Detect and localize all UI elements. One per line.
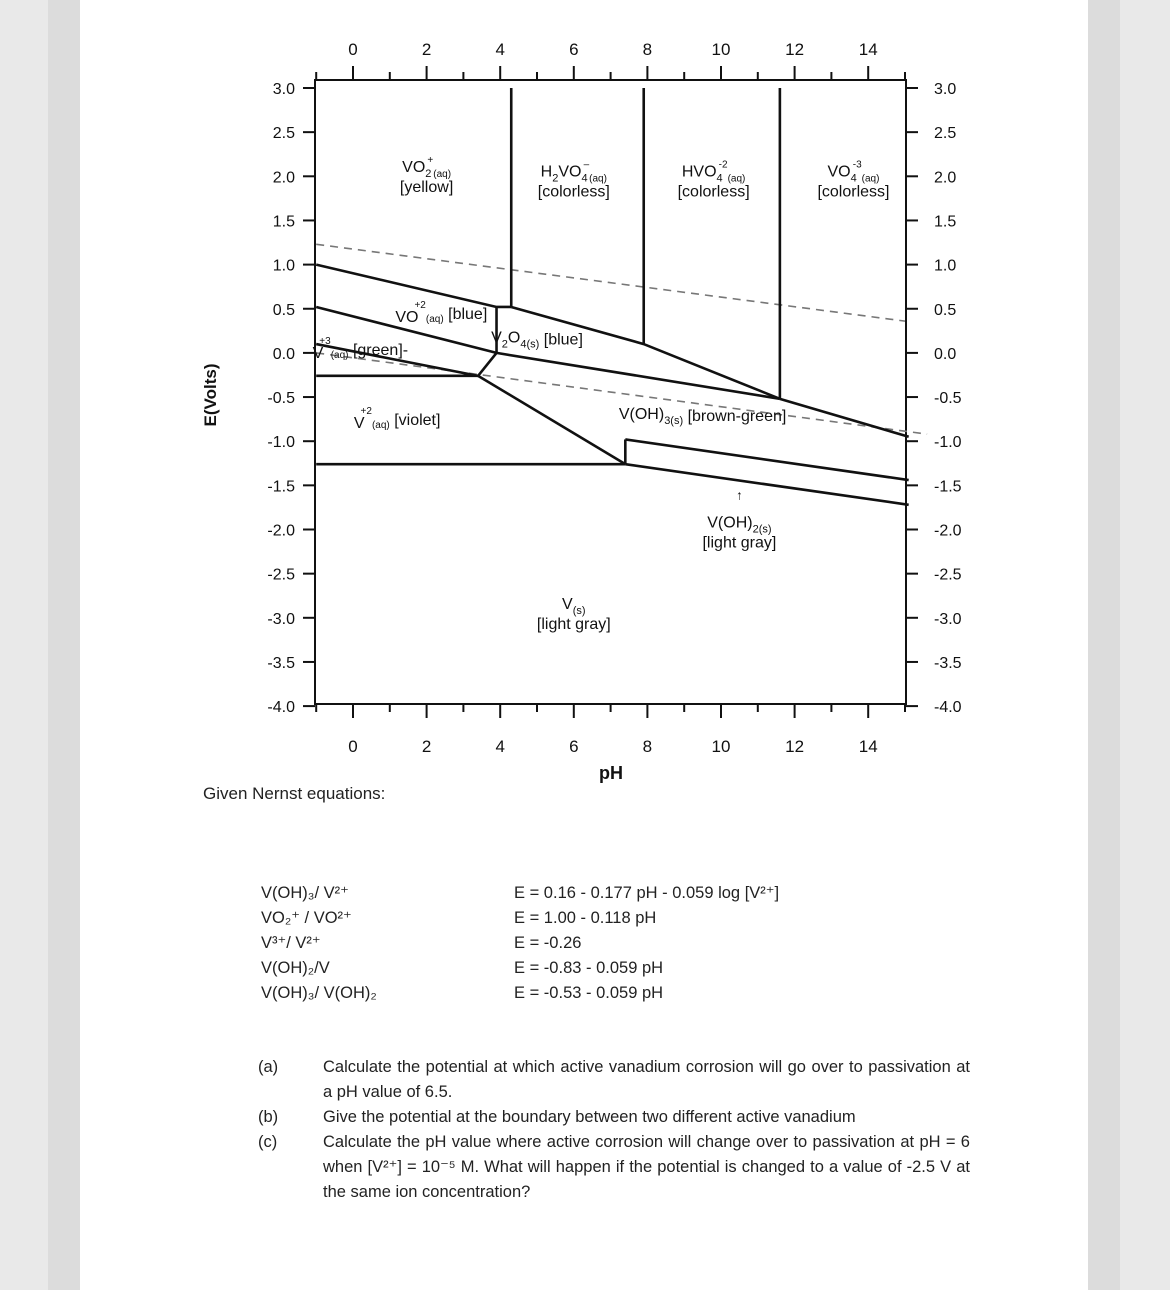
region-species-label: $HVO_4-2_{(aq)}$ — [681, 159, 746, 185]
region-species-label: $V+2_{(aq)}$ [violet] — [353, 405, 441, 432]
question-item — [258, 1055, 970, 1105]
up-arrow-icon: ↑ — [736, 487, 743, 503]
y-tick-label-left: -1.0 — [267, 434, 295, 452]
y-tick-label-left: 0.0 — [272, 345, 295, 363]
phase-boundary-line — [497, 353, 780, 399]
y-tick-label-right: -3.5 — [934, 654, 962, 672]
phase-boundary-line — [478, 376, 625, 464]
region-color-label: [light gray] — [536, 615, 611, 633]
y-tick-label-left: 1.5 — [272, 213, 295, 231]
phase-boundary-line — [625, 439, 908, 480]
region-species-label: $H_2VO_4-_{(aq)}$ — [540, 159, 607, 185]
x-axis-title: pH — [599, 763, 623, 783]
x-tick-label-top: 0 — [348, 40, 358, 59]
question-list — [258, 1055, 970, 1205]
region-species-label: $V(OH)_{3(s)}$ [brown-green] — [618, 406, 787, 428]
y-tick-label-right: -3.0 — [934, 610, 962, 628]
y-tick-label-right: -2.5 — [934, 566, 962, 584]
y-tick-label-right: -0.5 — [934, 390, 962, 408]
x-tick-label-bottom: 8 — [642, 737, 653, 756]
equation-couple: V(OH)₃/ V²⁺ — [261, 884, 349, 902]
equation-formula: E = 0.16 - 0.177 pH - 0.059 log [V²⁺] — [514, 884, 780, 902]
y-tick-label-left: -2.0 — [267, 522, 295, 540]
equation-formula: E = -0.53 - 0.059 pH — [514, 984, 664, 1002]
x-tick-label-bottom: 4 — [495, 737, 505, 756]
equation-formula: E = -0.26 — [514, 934, 582, 952]
phase-boundary-line — [625, 464, 908, 505]
equation-row — [261, 881, 779, 906]
y-tick-label-right: 3.0 — [934, 81, 957, 98]
question-text: Calculate the potential at which active vanadium corrosion will go over to passivation at a pH value of 6.5. — [323, 1058, 970, 1101]
x-tick-label-top: 10 — [711, 40, 731, 59]
equation-couple: VO₂⁺ / VO²⁺ — [261, 909, 352, 927]
region-color-label: [colorless] — [537, 183, 610, 201]
equation-row — [261, 956, 779, 981]
y-axis-title: E(Volts) — [201, 363, 220, 427]
y-tick-label-left: -2.5 — [267, 566, 295, 584]
x-tick-label-top: 14 — [858, 40, 878, 59]
equation-couple: V(OH)₂/V — [261, 959, 330, 977]
region-species-label: $V_2O_{4(s)}$ [blue] — [491, 329, 583, 351]
region-species-label: $V(OH)_{2(s)}$ — [707, 514, 772, 536]
given-equations-label: Given Nernst equations: — [203, 784, 386, 803]
region-species-label: $VO_2+_{(aq)}$ — [402, 154, 452, 180]
equation-formula: E = 1.00 - 0.118 pH — [514, 909, 657, 927]
question-text: Give the potential at the boundary between two different active vanadium — [323, 1108, 856, 1126]
x-tick-label-bottom: 12 — [785, 737, 805, 756]
phase-boundary-line — [511, 307, 780, 399]
y-tick-label-left: -3.5 — [267, 654, 295, 672]
x-tick-label-bottom: 6 — [569, 737, 579, 756]
y-tick-label-right: -1.5 — [934, 478, 962, 496]
y-tick-label-left: 1.0 — [272, 257, 295, 275]
x-tick-label-bottom: 0 — [348, 737, 358, 756]
equation-row — [261, 931, 779, 956]
y-tick-label-right: 0.0 — [934, 345, 957, 363]
y-tick-label-left: 2.5 — [272, 125, 295, 143]
equation-row — [261, 906, 779, 931]
phase-boundary-line — [780, 399, 909, 437]
region-color-label: [light gray] — [702, 534, 777, 552]
region-species-label: $V_{(s)}$ — [562, 595, 586, 617]
phase-boundary-line — [478, 353, 496, 376]
region-species-label: $VO+2_{(aq)}$ [blue] — [395, 299, 488, 326]
x-tick-label-bottom: 14 — [858, 737, 878, 756]
y-tick-label-right: 2.5 — [934, 125, 957, 143]
question-letter: (c) — [258, 1133, 278, 1151]
x-tick-label-top: 8 — [642, 40, 653, 59]
y-tick-label-left: -0.5 — [267, 390, 295, 408]
x-tick-label-top: 6 — [569, 40, 579, 59]
y-tick-label-right: 1.5 — [934, 213, 957, 231]
y-tick-label-left: -1.5 — [267, 478, 295, 496]
region-color-label: [colorless] — [817, 183, 890, 201]
y-tick-label-right: 1.0 — [934, 257, 957, 275]
x-tick-label-bottom: 10 — [711, 737, 731, 756]
y-tick-label-right: -4.0 — [934, 699, 962, 717]
x-tick-label-bottom: 2 — [421, 737, 432, 756]
y-tick-label-right: 2.0 — [934, 169, 957, 187]
y-tick-label-left: 3.0 — [272, 81, 295, 98]
region-species-label: $V+3_{(aq)}$ [green]- — [312, 336, 409, 363]
y-tick-label-right: -1.0 — [934, 434, 962, 452]
y-tick-label-left: 2.0 — [272, 169, 295, 187]
question-text: Calculate the pH value where active corrosion will change over to passivation at pH = 6 when [V²⁺] = 10⁻⁵ M. What will happen if the potential is changed to a value of -2.5 V at the same ion concentration? — [323, 1133, 970, 1201]
x-tick-label-top: 4 — [495, 40, 505, 59]
equation-couple: V(OH)₃/ V(OH)₂ — [261, 984, 377, 1002]
x-tick-label-top: 2 — [421, 40, 432, 59]
equation-couple: V³⁺/ V²⁺ — [261, 934, 321, 952]
y-tick-label-right: 0.5 — [934, 301, 957, 319]
region-color-label: [colorless] — [677, 183, 750, 201]
region-color-label: [yellow] — [399, 178, 454, 196]
y-tick-label-left: -3.0 — [267, 610, 295, 628]
question-letter: (b) — [258, 1108, 279, 1126]
question-item — [258, 1105, 970, 1130]
question-letter: (a) — [258, 1058, 279, 1076]
y-tick-label-right: -2.0 — [934, 522, 962, 540]
question-item — [258, 1130, 970, 1205]
equations-table — [261, 881, 779, 1006]
equation-row — [261, 981, 779, 1006]
y-tick-label-left: 0.5 — [272, 301, 295, 319]
region-species-label: $VO_4-3_{(aq)}$ — [827, 159, 880, 185]
x-tick-label-top: 12 — [785, 40, 805, 59]
y-tick-label-left: -4.0 — [267, 699, 295, 717]
equation-formula: E = -0.83 - 0.059 pH — [514, 959, 664, 977]
